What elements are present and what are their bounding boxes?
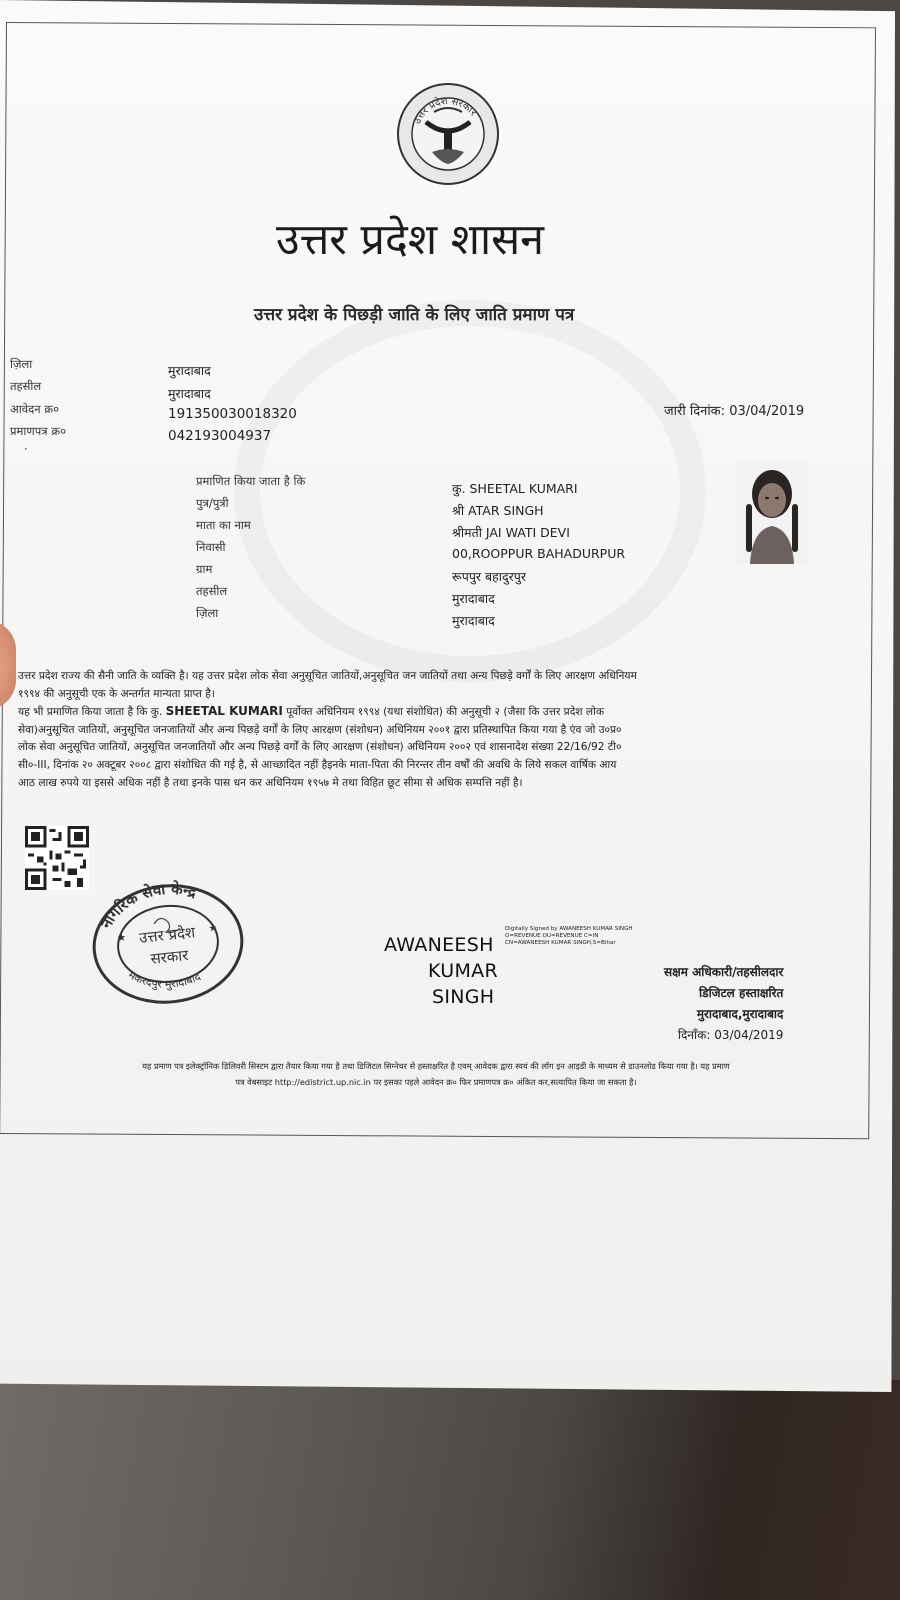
svg-text:★: ★ bbox=[208, 922, 219, 935]
seal-bottom-text: मकरदपुर मुरादाबाद bbox=[125, 968, 203, 991]
certificate-body bbox=[18, 668, 848, 792]
father-name: श्री ATAR SINGH bbox=[452, 503, 544, 518]
body-line: आठ लाख रुपये या इससे अधिक नहीं है तथा इनके पास धन कर अधिनियम १९५७ मे तथा विहित छूट सीमा से अधिक सम्पत्ति नहीं है। bbox=[18, 776, 523, 789]
candidate-photo bbox=[736, 460, 808, 564]
mother-name: श्रीमती JAI WATI DEVI bbox=[452, 525, 570, 540]
tehsil-label: तहसील bbox=[10, 379, 42, 393]
certificate-label: प्रमाणपत्र क्र० bbox=[10, 424, 67, 438]
issue-date-value: 03/04/2019 bbox=[729, 404, 805, 419]
footer-line: यह प्रमाण पत्र इलेक्ट्रॉनिक डिलिवरी सिस्टम द्वारा तैयार किया गया है तथा डिजिटल सिग्नेचर से हस्ताक्षरित है एवम् आवेदक द्वारा स्वयं की लॉग इन आइडी के माध्यम से डाउनलोड किया गया है। यह प्रमाण bbox=[142, 1061, 730, 1071]
detail-label: ज़िला bbox=[196, 606, 219, 620]
page-title: उत्तर प्रदेश शासन bbox=[276, 215, 545, 265]
seal-top-text: नागरिक सेवा केन्द्र bbox=[97, 880, 199, 932]
body-line: लोक सेवा अनुसूचित जातियों, अनुसूचित जनजातियों और अन्य पिछड़े वर्गों के लिए आरक्षण (संशोधन) अधिनियम २००२ एवं शासनादेश संख्या 22/16/92 टी० bbox=[18, 741, 622, 754]
svg-text:★: ★ bbox=[116, 932, 127, 945]
signatory-name-line3: SINGH bbox=[432, 986, 495, 1008]
tehsil-value: मुरादाबाद bbox=[168, 386, 211, 401]
body-line: उत्तर प्रदेश राज्य की सैनी जाति के व्यक्ति है। यह उत्तर प्रदेश लोक सेवा अनुसूचित जातियों,अनुसूचित जन जातियों तथा अन्य पिछड़े वर्गों के लिए आरक्षण अधिनियम bbox=[18, 670, 637, 682]
certificate-footer bbox=[16, 1058, 856, 1090]
qr-code bbox=[22, 826, 92, 890]
authority-date-label: दिनाँक: bbox=[677, 1028, 711, 1042]
application-label: आवेदन क्र० bbox=[10, 402, 60, 416]
certificate-subtitle: उत्तर प्रदेश के पिछड़ी जाति के लिए जाति प्रमाण पत्र bbox=[254, 305, 575, 325]
village: रूपपुर बहादुरपुर bbox=[452, 569, 526, 584]
body-line: सेवा)अनुसूचित जातियों, अनुसूचित जनजातियों और अन्य पिछड़े वर्गों के लिए आरक्षण (संशोधन) अधिनियम २००१ द्वारा प्रतिस्थापित किया गया है एंव जो उ०प्र० bbox=[18, 723, 622, 736]
authority-block bbox=[664, 962, 783, 1046]
footer-line: पत्र वेबसाइट http://edistrict.up.nic.in पर इसका पहले आवेदन क्र० फिर प्रमाणपत्र क्र० अंकित कर,सत्यापित किया जा सकता है। bbox=[235, 1077, 637, 1087]
district-label: ज़िला bbox=[10, 357, 33, 371]
certificate-number: 042193004937 bbox=[168, 428, 272, 444]
detail-district: मुरादाबाद bbox=[452, 613, 495, 628]
digital-signature-details: Digitally Signed by AWANEESH KUMAR SINGH O=REVENUE OU=REVENUE C=IN CN=AWANEESH KUMAR SINGH,S=Bihar bbox=[505, 926, 633, 946]
signatory-name-line2: KUMAR bbox=[428, 960, 498, 982]
signatory-name-line1: AWANEESH bbox=[384, 934, 494, 956]
authority-location: मुरादाबाद,मुरादाबाद bbox=[696, 1007, 784, 1021]
official-seal bbox=[88, 880, 248, 1008]
authority-date bbox=[664, 1025, 783, 1046]
body-line: सी०-III, दिनांक २० अक्टूबर २००८ द्वारा संशोधित की गई है, से आच्छादित नहीं हैइनके माता-पिता की निरन्तर तीन वर्षों की अवधि के लिये सकल वार्षिक आय bbox=[18, 758, 617, 771]
seal-center-line1: उत्तर प्रदेश bbox=[138, 923, 196, 947]
issue-date-label: जारी दिनांक: bbox=[664, 404, 726, 419]
body-candidate-name: SHEETAL KUMARI bbox=[165, 704, 283, 719]
detail-label: ग्राम bbox=[196, 562, 213, 576]
authority-digital: डिजिटल हस्ताक्षरित bbox=[699, 986, 784, 1000]
detail-label: पुत्र/पुत्री bbox=[196, 496, 229, 510]
authority-date-value: 03/04/2019 bbox=[714, 1028, 784, 1042]
authority-title: सक्षम अधिकारी/तहसीलदार bbox=[664, 965, 784, 979]
detail-label: निवासी bbox=[196, 540, 226, 554]
detail-label: माता का नाम bbox=[196, 518, 251, 532]
detail-label: प्रमाणित किया जाता है कि bbox=[196, 474, 306, 488]
application-number: 191350030018320 bbox=[168, 406, 297, 422]
seal-center-line2: सरकार bbox=[149, 946, 190, 968]
detail-tehsil: मुरादाबाद bbox=[452, 591, 495, 606]
background-cloth bbox=[0, 1380, 900, 1600]
detail-label: तहसील bbox=[196, 584, 228, 598]
residence: 00,ROOPPUR BAHADURPUR bbox=[452, 546, 626, 561]
district-value: मुरादाबाद bbox=[168, 363, 211, 378]
candidate-name: कु. SHEETAL KUMARI bbox=[452, 481, 578, 496]
emblem-text: उत्तर प्रदेश सरकार bbox=[411, 95, 479, 126]
issue-date bbox=[664, 401, 804, 419]
body-line: १९९४ की अनुसूची एक के अन्तर्गत मान्यता प्राप्त है। bbox=[18, 687, 215, 700]
up-government-emblem bbox=[396, 82, 500, 186]
body-line: यह भी प्रमाणित किया जाता है कि कु. SHEETAL KUMARI पूर्वोक्त अधिनियम १९९४ (यथा संशोधित) की अनुसूची २ (जैसा कि उत्तर प्रदेश लोक bbox=[18, 704, 604, 719]
